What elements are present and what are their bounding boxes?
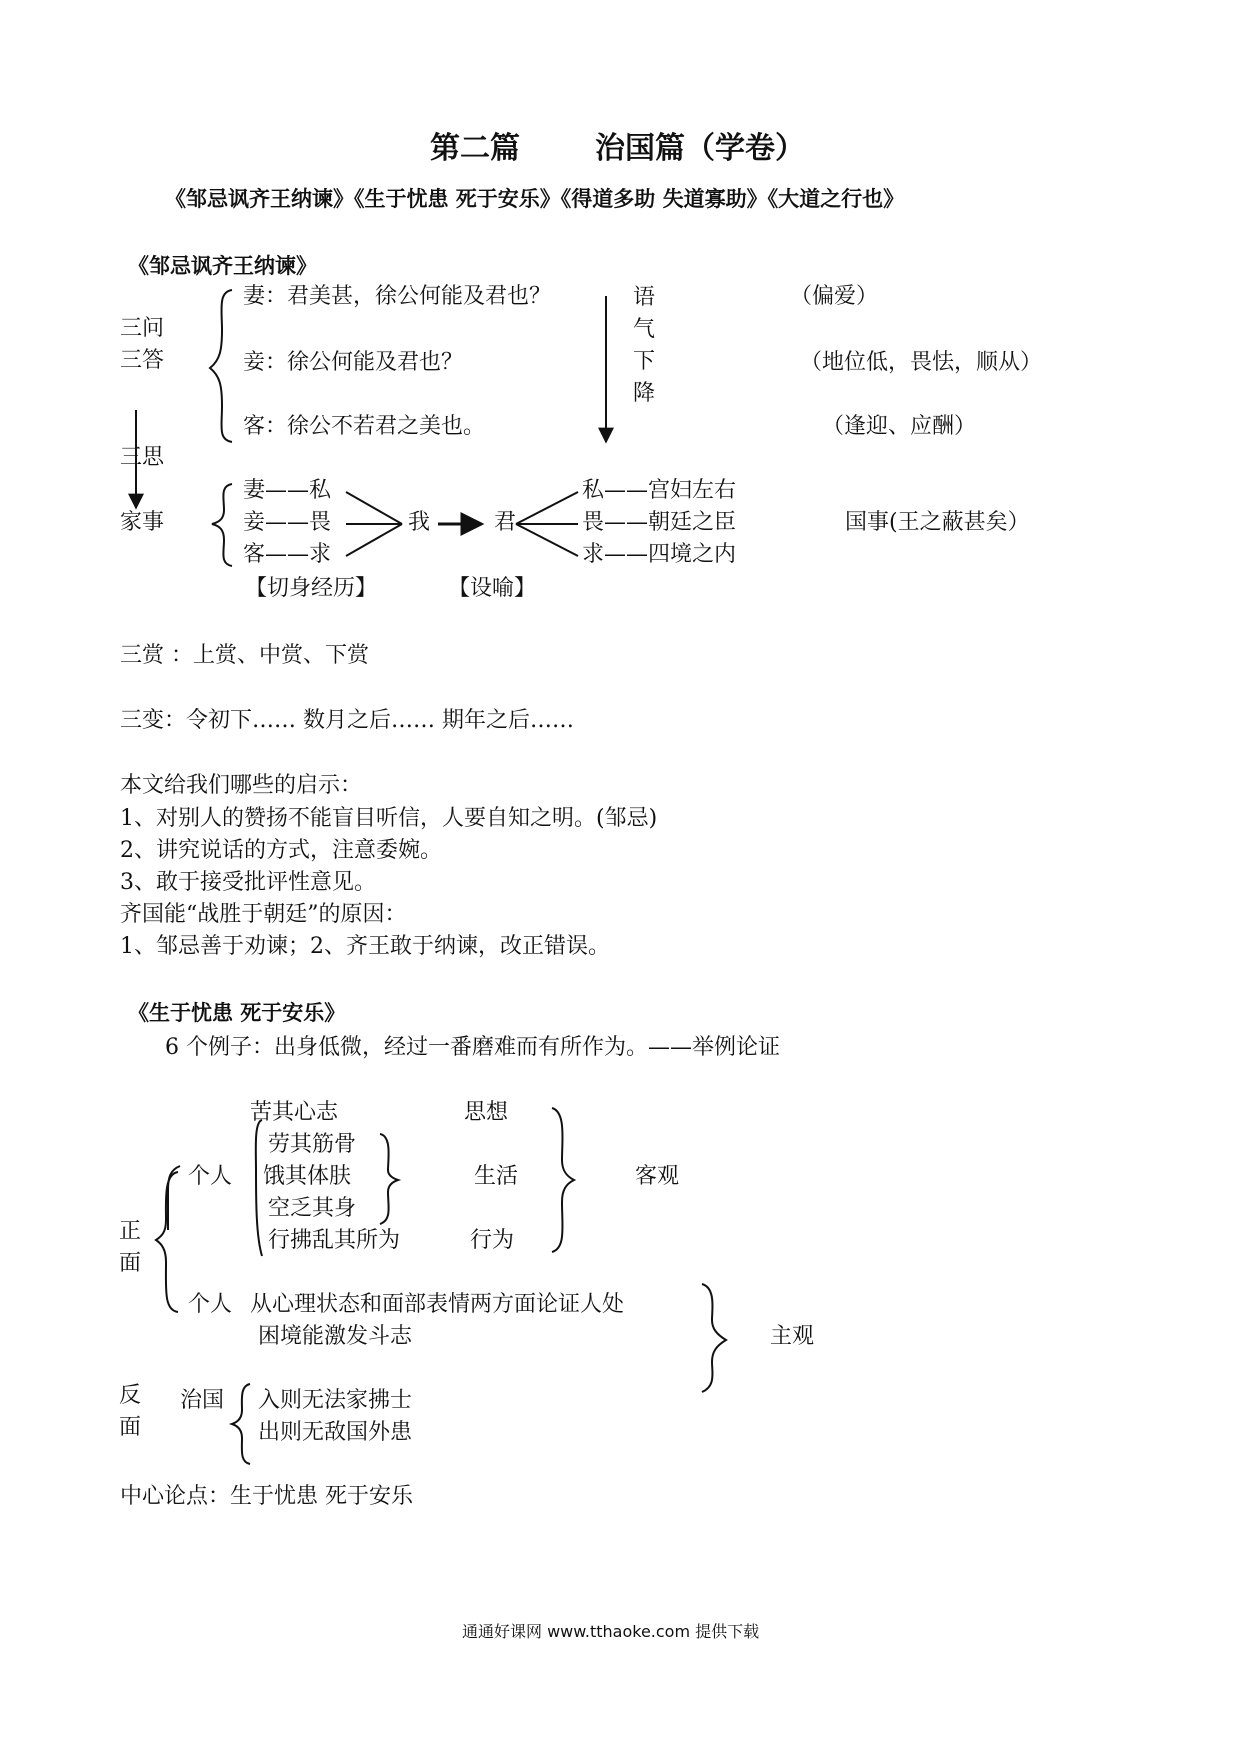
zhi-guo-label: 治国 xyxy=(180,1388,225,1413)
e-line: 饿其体肤 xyxy=(263,1164,352,1189)
brace-left-items xyxy=(212,484,232,566)
zheng-mian-label: 正面 xyxy=(118,1219,141,1276)
note-guest: （逢迎、应酬） xyxy=(822,414,977,439)
fan-mian-label: 反面 xyxy=(118,1383,141,1440)
brace-qa xyxy=(210,290,232,442)
reason-line: 1、邹忌善于劝谏；2、齐王敢于纳谏，改正错误。 xyxy=(120,934,610,959)
san-shang-line: 三赏 ：上赏、中赏、下赏 xyxy=(120,643,369,668)
kong-line: 空乏其身 xyxy=(268,1196,357,1221)
brace-ge-ren-1 xyxy=(168,1166,180,1230)
right-item: 私——宫妇左右 xyxy=(582,478,737,503)
ku-line: 苦其心志 xyxy=(250,1100,339,1125)
note-wife: （偏爱） xyxy=(790,284,879,309)
note-concubine: （地位低，畏怯，顺从） xyxy=(800,350,1043,375)
xinli-line-2: 困境能激发斗志 xyxy=(258,1324,413,1349)
zhu-guan-label: 主观 xyxy=(770,1324,815,1349)
page-title-sub: 治国篇（学卷） xyxy=(595,131,805,166)
concubine-line: 妾：徐公何能及君也？ xyxy=(243,350,464,375)
she-yu-label: 【设喻】 xyxy=(448,576,537,601)
center-argument: 中心论点：生于忧患 死于安乐 xyxy=(120,1484,413,1509)
brace-physical xyxy=(256,1120,262,1256)
brace-shenghuo xyxy=(380,1134,398,1224)
brace-zhuguan xyxy=(702,1284,726,1392)
left-item: 妾——畏 xyxy=(243,510,332,535)
left-item: 客——求 xyxy=(243,542,332,567)
ke-guan-label: 客观 xyxy=(635,1164,680,1189)
wo-label: 我 xyxy=(408,510,431,535)
xing-wei-label: 行为 xyxy=(470,1228,515,1253)
footer-text: 通通好课网 www.tthaoke.com 提供下载 xyxy=(462,1622,760,1641)
qie-shen-label: 【切身经历】 xyxy=(245,576,378,601)
san-si-label: 三思 xyxy=(120,445,165,470)
line-to-wo xyxy=(346,524,402,556)
san-bian-line: 三变：令初下…… 数月之后…… 期年之后…… xyxy=(120,708,574,733)
right-item: 求——四境之内 xyxy=(582,542,737,567)
guo-shi-label: 国事(王之蔽甚矣） xyxy=(845,510,1030,535)
section1-heading: 《邹忌讽齐王纳谏》 xyxy=(128,253,317,278)
tone-label: 语气下降 xyxy=(632,285,655,406)
page-title-part: 第二篇 xyxy=(430,131,520,166)
si-xiang-label: 思想 xyxy=(464,1100,509,1125)
qishi-heading: 本文给我们哪些的启示： xyxy=(120,773,363,798)
page-subtitle: 《邹忌讽齐王纳谏》《生于忧患 死于安乐》《得道多助 失道寡助》《大道之行也》 xyxy=(165,186,905,211)
examples-line: 6 个例子：出身低微，经过一番磨难而有所作为。——举例论证 xyxy=(165,1035,780,1060)
chu-line: 出则无敌国外患 xyxy=(258,1420,413,1445)
brace-zheng-mian xyxy=(156,1172,178,1312)
san-da-label: 三答 xyxy=(120,348,165,373)
ge-ren-label-2: 个人 xyxy=(188,1292,233,1317)
line-to-wo xyxy=(346,492,402,524)
ge-ren-label-1: 个人 xyxy=(188,1164,233,1189)
ru-line: 入则无法家拂士 xyxy=(258,1388,413,1413)
line-from-jun xyxy=(516,524,578,556)
xinli-line-1: 从心理状态和面部表情两方面论证人处 xyxy=(250,1292,625,1317)
jia-shi-label: 家事 xyxy=(120,510,165,535)
jun-label: 君 xyxy=(494,510,517,535)
right-item: 畏——朝廷之臣 xyxy=(582,510,737,535)
line-from-jun xyxy=(516,492,578,524)
section2-heading: 《生于忧患 死于安乐》 xyxy=(128,1000,346,1025)
lao-line: 劳其筋骨 xyxy=(268,1132,357,1157)
brace-keguan xyxy=(552,1108,574,1252)
sheng-huo-label: 生活 xyxy=(474,1164,519,1189)
qishi-item: 2、讲究说话的方式，注意委婉。 xyxy=(120,838,442,863)
reason-heading: 齐国能“战胜于朝廷”的原因： xyxy=(120,902,407,927)
brace-fanmian xyxy=(232,1384,250,1464)
xing-line: 行拂乱其所为 xyxy=(268,1228,401,1253)
qishi-item: 3、敢于接受批评性意见。 xyxy=(120,870,376,895)
wife-line: 妻：君美甚，徐公何能及君也？ xyxy=(243,284,552,309)
san-wen-label: 三问 xyxy=(120,316,165,341)
guest-line: 客：徐公不若君之美也。 xyxy=(243,414,486,439)
left-item: 妻——私 xyxy=(243,478,332,503)
qishi-item: 1、对别人的赞扬不能盲目听信，人要自知之明。(邹忌) xyxy=(120,806,658,831)
